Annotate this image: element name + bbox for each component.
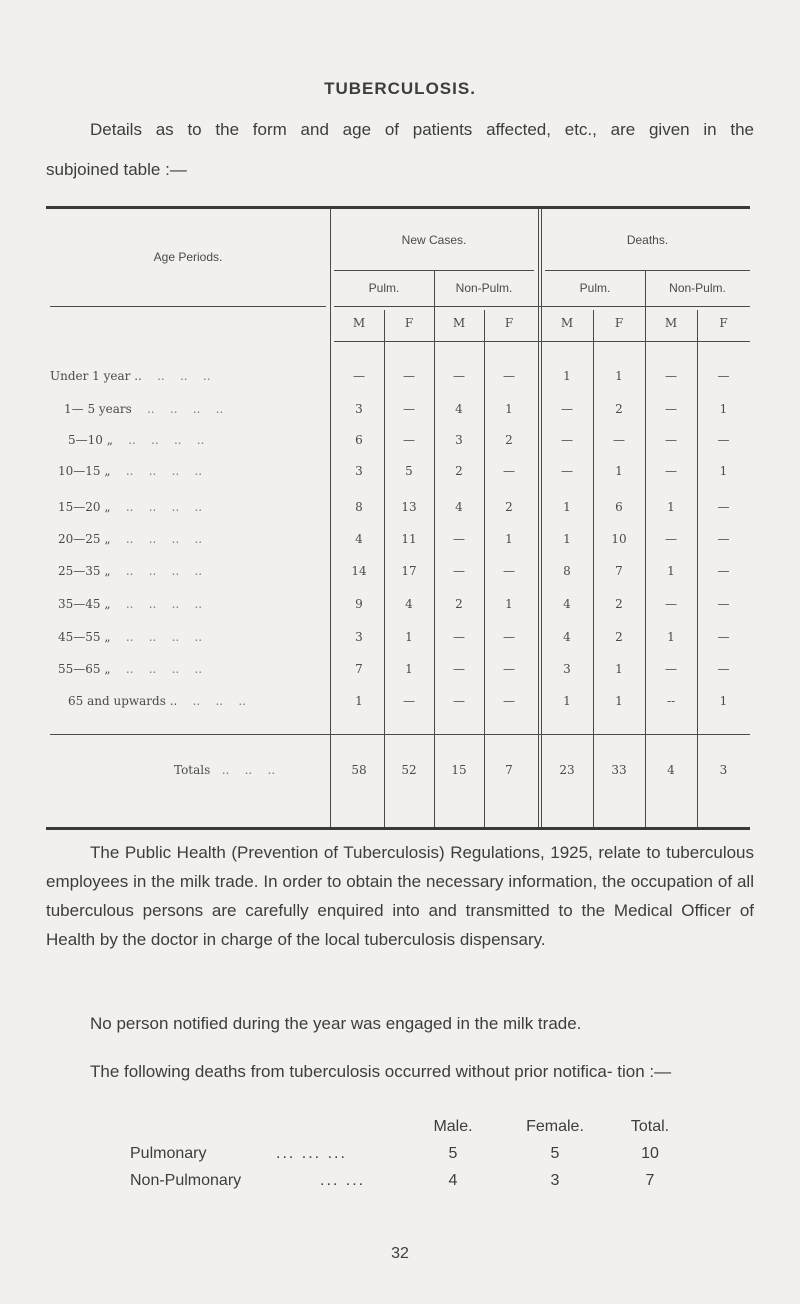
table-cell: 4 <box>563 597 571 611</box>
table-cell: — <box>665 532 677 546</box>
table-cell: — <box>717 369 730 383</box>
table-cell: 4 <box>455 402 463 416</box>
row-label: 35—45 „ .. .. .. .. <box>58 597 203 611</box>
table-cell: — <box>453 694 465 708</box>
new-nonpulm-header: Non-Pulm. <box>455 281 513 295</box>
table-cell: 3 <box>563 662 571 676</box>
table-cell: 1 <box>719 694 728 708</box>
f-header: F <box>504 316 514 330</box>
table-cell: 1 <box>615 369 623 383</box>
table-cell: 1 <box>505 402 513 416</box>
table-cell: 4 <box>455 500 463 514</box>
table-cell: — <box>453 532 465 546</box>
table-cell: — <box>403 433 415 447</box>
header-rule <box>334 306 750 307</box>
f-header: F <box>719 316 728 330</box>
table-bottom-rule <box>46 827 750 830</box>
table-cell: 1 <box>563 532 571 546</box>
table-cell: 1 <box>667 500 675 514</box>
table-cell: 7 <box>615 564 623 578</box>
table-cell: — <box>503 662 515 676</box>
table-cell: — <box>717 564 730 578</box>
table-cell: 8 <box>355 500 363 514</box>
row-label: 55—65 „ .. .. .. .. <box>58 662 203 676</box>
table-cell: 1 <box>719 402 728 416</box>
table-cell: 17 <box>401 564 417 578</box>
table-cell: — <box>717 597 730 611</box>
pulmonary-male: 5 <box>448 1145 458 1162</box>
page-title: TUBERCULOSIS. <box>324 79 476 98</box>
row-label: 20—25 „ .. .. .. .. <box>58 532 203 546</box>
totals-cell: 23 <box>559 763 575 777</box>
table-cell: 1 <box>563 500 571 514</box>
page-number: 32 <box>391 1245 409 1262</box>
table-cell: 2 <box>505 500 513 514</box>
table-cell: 2 <box>505 433 513 447</box>
table-cell: — <box>717 532 730 546</box>
table-cell: 1 <box>563 694 571 708</box>
m-header: M <box>664 316 678 330</box>
header-rule <box>545 270 750 271</box>
table-cell: — <box>717 433 730 447</box>
table-cell: 1 <box>405 630 413 644</box>
header-rule <box>50 306 326 307</box>
table-cell: — <box>453 369 465 383</box>
table-cell: — <box>665 464 677 478</box>
row-label: 1— 5 years .. .. .. .. <box>64 402 224 416</box>
deaths-header: Deaths. <box>626 233 669 247</box>
table-cell: — <box>717 662 730 676</box>
totals-cell: 15 <box>451 763 467 777</box>
totals-cell: 3 <box>719 763 728 777</box>
table-cell: 1 <box>505 532 513 546</box>
row-label: Under 1 year .. .. .. .. <box>50 369 211 383</box>
pulmonary-label: Pulmonary <box>130 1145 207 1162</box>
table-cell: 2 <box>455 597 463 611</box>
table-cell: 4 <box>355 532 363 546</box>
milk-trade-paragraph: No person notified during the year was engaged in the milk trade. <box>90 1014 582 1033</box>
pulmonary-dots: ... ... ... <box>276 1145 347 1162</box>
table-cell: 8 <box>563 564 571 578</box>
non-pulmonary-male: 4 <box>448 1172 458 1189</box>
regulations-paragraph: The Public Health (Prevention of Tuberculosis) Regulations, 1925, relate to tuberculous employees in the milk trade. In order to obtain the necessary information, the occupation of all tuberculous persons are carefully enquired into and transmitted to the Medical Officer of Health by the doctor in charge of the local tuberculosis dispensary. <box>46 843 754 949</box>
new-pulm-header: Pulm. <box>368 281 400 295</box>
table-cell: — <box>665 433 677 447</box>
table-cell: — <box>561 433 573 447</box>
deaths-paragraph: The following deaths from tuberculosis occurred without prior notifica- tion :— <box>90 1062 672 1081</box>
table-cell: — <box>503 369 515 383</box>
table-cell: 1 <box>667 564 675 578</box>
non-pulmonary-dots: ... ... <box>320 1172 366 1189</box>
table-cell: — <box>665 662 677 676</box>
male-header: Male. <box>433 1118 473 1135</box>
table-cell: -- <box>666 694 676 708</box>
table-cell: — <box>561 464 573 478</box>
m-header: M <box>452 316 466 330</box>
table-cell: 2 <box>615 402 623 416</box>
table-cell: 7 <box>355 662 363 676</box>
table-cell: — <box>503 564 515 578</box>
table-cell: 11 <box>401 532 417 546</box>
table-cell: 9 <box>355 597 363 611</box>
table-cell: — <box>665 369 677 383</box>
totals-cell: 4 <box>667 763 675 777</box>
table-cell: 3 <box>455 433 463 447</box>
new-cases-header: New Cases. <box>401 233 467 247</box>
totals-cell: 58 <box>351 763 367 777</box>
table-cell: 1 <box>615 694 623 708</box>
table-cell: 6 <box>615 500 623 514</box>
table-cell: — <box>503 694 515 708</box>
table-cell: — <box>453 564 465 578</box>
table-cell: — <box>613 433 625 447</box>
divider <box>645 270 646 827</box>
table-cell: 4 <box>563 630 571 644</box>
m-header: M <box>560 316 574 330</box>
f-header: F <box>614 316 624 330</box>
table-cell: — <box>717 630 730 644</box>
header-rule <box>334 270 534 271</box>
table-cell: 6 <box>355 433 363 447</box>
table-cell: — <box>403 694 415 708</box>
table-cell: 1 <box>667 630 675 644</box>
deaths-nonpulm-header: Non-Pulm. <box>669 281 726 295</box>
table-cell: 3 <box>355 630 363 644</box>
table-cell: 4 <box>405 597 413 611</box>
table-cell: — <box>353 369 365 383</box>
m-header: M <box>352 316 366 330</box>
table-cell: 1 <box>505 597 513 611</box>
row-label: 15—20 „ .. .. .. .. <box>58 500 203 514</box>
pulmonary-total: 10 <box>641 1145 659 1162</box>
table-cell: 3 <box>355 402 363 416</box>
intro-line-2: subjoined table :— <box>46 160 187 179</box>
intro-line-1: Details as to the form and age of patients affected, etc., are given in the <box>90 120 754 139</box>
totals-rule <box>50 734 750 735</box>
female-header: Female. <box>526 1118 584 1135</box>
table-cell: 1 <box>615 662 623 676</box>
row-label: 25—35 „ .. .. .. .. <box>58 564 203 578</box>
totals-label: Totals .. .. .. <box>174 763 276 777</box>
table-cell: 5 <box>405 464 413 478</box>
row-label: 65 and upwards .. .. .. .. <box>68 694 246 708</box>
table-cell: 2 <box>615 597 623 611</box>
table-cell: — <box>561 402 573 416</box>
table-cell: — <box>453 662 465 676</box>
table-cell: — <box>403 402 415 416</box>
row-label: 10—15 „ .. .. .. .. <box>58 464 203 478</box>
table-cell: 2 <box>615 630 623 644</box>
table-cell: 10 <box>611 532 627 546</box>
table-cell: — <box>403 369 415 383</box>
table-cell: 14 <box>351 564 367 578</box>
table-cell: 13 <box>401 500 417 514</box>
totals-cell: 7 <box>505 763 513 777</box>
non-pulmonary-total: 7 <box>645 1172 655 1189</box>
table-cell: 1 <box>563 369 571 383</box>
table-cell: 1 <box>405 662 413 676</box>
table-cell: — <box>665 402 677 416</box>
non-pulmonary-female: 3 <box>550 1172 560 1189</box>
pulmonary-female: 5 <box>550 1145 560 1162</box>
table-top-rule <box>46 206 750 209</box>
table-cell: — <box>717 500 730 514</box>
deaths-pulm-header: Pulm. <box>579 281 611 295</box>
table-cell: 1 <box>355 694 363 708</box>
totals-cell: 52 <box>401 763 417 777</box>
table-cell: 3 <box>355 464 363 478</box>
header-rule <box>334 341 750 342</box>
table-cell: 2 <box>455 464 463 478</box>
non-pulmonary-label: Non-Pulmonary <box>130 1172 242 1189</box>
totals-cell: 33 <box>611 763 627 777</box>
table-cell: — <box>503 464 515 478</box>
divider <box>434 270 435 827</box>
table-cell: 1 <box>719 464 728 478</box>
table-cell: — <box>503 630 515 644</box>
row-label: 5—10 „ .. .. .. .. <box>68 433 205 447</box>
table-cell: 1 <box>615 464 623 478</box>
f-header: F <box>404 316 414 330</box>
row-label: 45—55 „ .. .. .. .. <box>58 630 203 644</box>
table-cell: — <box>453 630 465 644</box>
table-cell: — <box>665 597 677 611</box>
age-periods-header: Age Periods. <box>153 250 223 264</box>
total-header: Total. <box>630 1118 670 1135</box>
